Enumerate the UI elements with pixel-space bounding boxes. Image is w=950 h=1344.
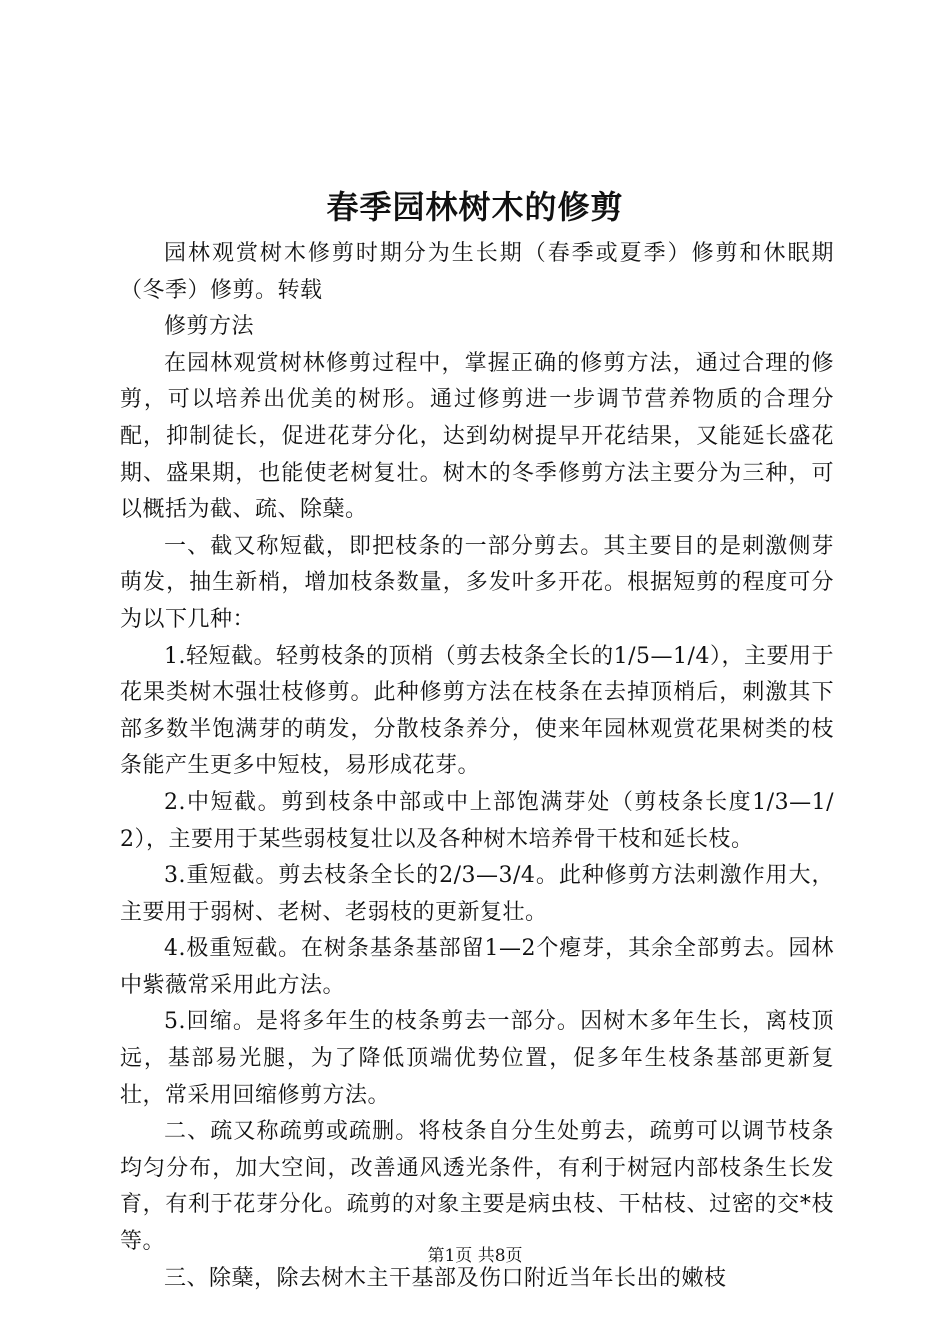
paragraph-heading-methods: 修剪方法 <box>164 314 255 340</box>
paragraph-retraction: 5.回缩。是将多年生的枝条剪去一部分。因树木多年生长，离枝顶远，基部易光腿，为了降低顶端优势位置，促多年生枝条基部更新复壮，常采用回缩修剪方法。 <box>120 1009 834 1108</box>
paragraph-methods-overview: 在园林观赏树林修剪过程中，掌握正确的修剪方法，通过合理的修剪，可以培养出优美的树形。通过修剪进一步调节营养物质的合理分配，抑制徒长，促进花芽分化，达到幼树提早开花结果，又能延长盛花期、盛果期，也能使老树复壮。树木的冬季修剪方法主要分为三种，可以概括为截、疏、除蘖。 <box>120 350 834 523</box>
document-body <box>120 236 834 1297</box>
paragraph-pruning-periods: 园林观赏树木修剪时期分为生长期（春季或夏季）修剪和休眠期（冬季）修剪。转载 <box>120 241 834 303</box>
paragraph-heavy-cutting: 3.重短截。剪去枝条全长的2/3—3/4。此种修剪方法刺激作用大，主要用于弱树、老树、老弱枝的更新复壮。 <box>120 863 834 925</box>
paragraph-medium-cutting: 2.中短截。剪到枝条中部或中上部饱满芽处（剪枝条长度1/3—1/2），主要用于某些弱枝复壮以及各种树木培养骨干枝和延长枝。 <box>120 789 834 852</box>
paragraph-light-cutting: 1.轻短截。轻剪枝条的顶梢（剪去枝条全长的1/5—1/4），主要用于花果类树木强壮枝修剪。此种修剪方法在枝条在去掉顶梢后，刺激其下部多数半饱满芽的萌发，分散枝条养分，使来年园林观赏花果树类的枝条能产生更多中短枝，易形成花芽。 <box>120 643 834 779</box>
paragraph-thinning: 二、疏又称疏剪或疏删。将枝条自分生处剪去，疏剪可以调节枝条均匀分布，加大空间，改善通风透光条件，有利于树冠内部枝条生长发育，有利于花芽分化。疏剪的对象主要是病虫枝、干枯枝、过密的交*枝等。 <box>120 1119 834 1255</box>
paragraph-sucker-removal: 三、除蘖，除去树木主干基部及伤口附近当年长出的嫩枝 <box>164 1265 727 1291</box>
paragraph-extreme-cutting: 4.极重短截。在树条基条基部留1—2个瘪芽，其余全部剪去。园林中紫薇常采用此方法。 <box>120 936 834 998</box>
page-footer: 第1页 共8页 <box>427 1246 523 1266</box>
paragraph-heading-cutting: 一、截又称短截，即把枝条的一部分剪去。其主要目的是刺激侧芽萌发，抽生新梢，增加枝条数量，多发叶多开花。根据短剪的程度可分为以下几种： <box>120 533 834 632</box>
document-title: 春季园林树木的修剪 <box>326 188 624 226</box>
